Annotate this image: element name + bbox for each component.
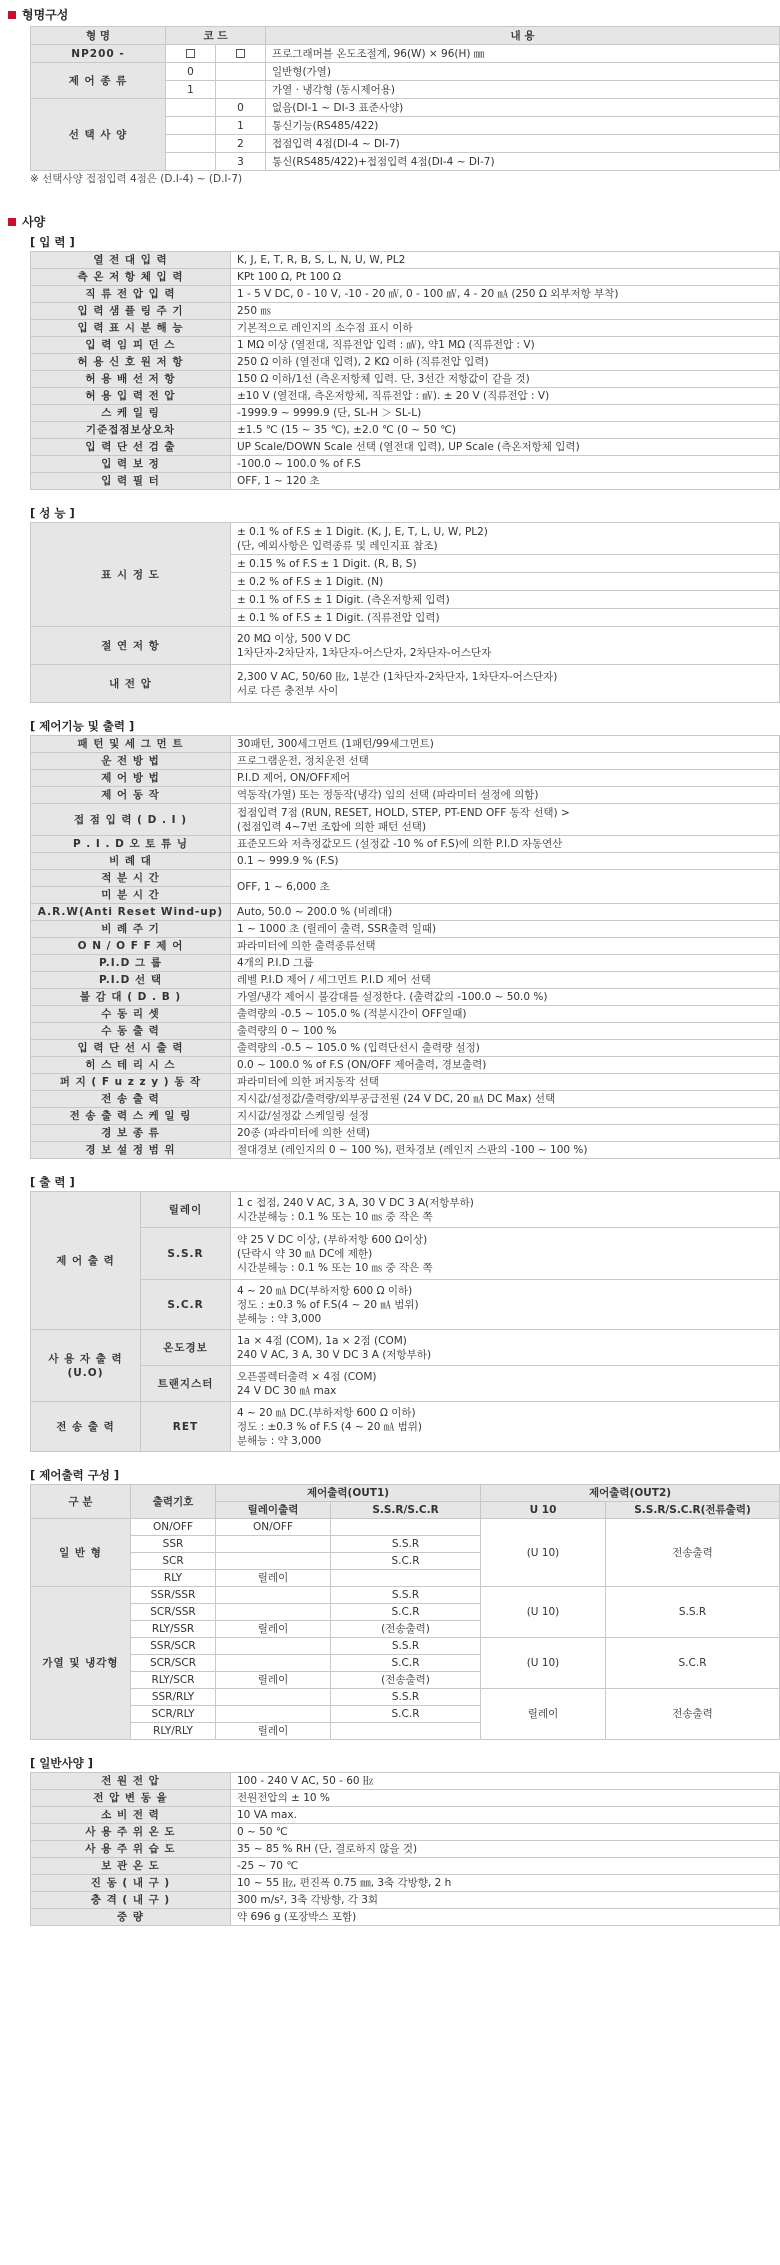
withstand-line: 2,300 V AC, 50/60 ㎐, 1분간 (1차단자-2차단자, 1차단자-어스단자): [237, 670, 558, 683]
spec-value: 출력량의 -0.5 ~ 105.0 % (입력단선시 출력량 설정): [231, 1040, 780, 1057]
spec-label: 경 보 설 정 범 위: [31, 1142, 231, 1159]
spec-value: -100.0 ~ 100.0 % of F.S: [231, 456, 780, 473]
spec-value: 0.1 ~ 999.9 % (F.S): [231, 853, 780, 870]
output-symbol: ON/OFF: [131, 1519, 216, 1536]
header-content: 내 용: [266, 27, 780, 45]
di-line: 접점입력 7점 (RUN, RESET, HOLD, STEP, PT-END OFF 동작 선택) >: [237, 806, 570, 819]
spec-value: -25 ~ 70 ℃: [231, 1858, 780, 1875]
withstand-line: 서로 다른 충전부 사이: [237, 684, 339, 697]
model-name: NP200 -: [31, 45, 166, 63]
out1-ssr-scr: S.C.R: [331, 1553, 481, 1570]
spec-value: 절대경보 (레인지의 0 ~ 100 %), 편차경보 (레인지 스판의 -100 ~ 100 %): [231, 1142, 780, 1159]
spec-label: 입 력 단 선 시 출 력: [31, 1040, 231, 1057]
spec-value: 0 ~ 50 ℃: [231, 1824, 780, 1841]
spec-label: 전 송 출 력 스 케 일 링: [31, 1108, 231, 1125]
out1-ssr-scr: [331, 1519, 481, 1536]
out1-ssr-scr: S.C.R: [331, 1655, 481, 1672]
ctrl-code: 0: [166, 63, 216, 81]
spec-label: 운 전 방 법: [31, 753, 231, 770]
output-symbol: SSR/RLY: [131, 1689, 216, 1706]
ctrl-spec-table: [30, 735, 780, 1159]
header-u10: U 10: [481, 1502, 606, 1519]
transistor-line: 24 V DC 30 ㎃ max: [237, 1384, 337, 1397]
spec-value: Auto, 50.0 ~ 200.0 % (비례대): [231, 904, 780, 921]
accuracy-line: ± 0.2 % of F.S ± 1 Digit. (N): [231, 573, 780, 591]
out2-current: S.S.R: [606, 1587, 780, 1638]
spec-label: 불 감 대 ( D . B ): [31, 989, 231, 1006]
ctrl-desc: 가열 · 냉각형 (동시제어용): [266, 81, 780, 99]
out1-relay: [216, 1604, 331, 1621]
output-spec-table: [30, 1191, 780, 1452]
output-symbol: RLY/RLY: [131, 1723, 216, 1740]
ctrl-desc: 일반형(가열): [266, 63, 780, 81]
subsection-ctrl-title: [ 제어기능 및 출력 ]: [30, 719, 135, 733]
out1-ssr-scr: S.S.R: [331, 1689, 481, 1706]
di-line: (접점입력 4~7번 조합에 의한 패턴 선택): [237, 820, 427, 833]
option-desc: 통신기능(RS485/422): [266, 117, 780, 135]
spec-label: 전 원 전 압: [31, 1773, 231, 1790]
spec-value: 레벨 P.I.D 제어 / 세그먼트 P.I.D 제어 선택: [231, 972, 780, 989]
out1-relay: 릴레이: [216, 1570, 331, 1587]
out2-u10: 릴레이: [481, 1689, 606, 1740]
out1-ssr-scr: (전송출력): [331, 1672, 481, 1689]
relay-line: 시간분해능 : 0.1 % 또는 10 ㎳ 중 작은 쪽: [237, 1210, 433, 1223]
spec-label: 퍼 지 ( F u z z y ) 동 작: [31, 1074, 231, 1091]
spec-value: 1 - 5 V DC, 0 - 10 V, -10 - 20 ㎷, 0 - 100 ㎷, 4 - 20 ㎃ (250 Ω 외부저항 부착): [231, 286, 780, 303]
ssr-line: (단락시 약 30 ㎃ DC에 제한): [237, 1247, 373, 1260]
output-symbol: RLY/SSR: [131, 1621, 216, 1638]
spec-value: 30패턴, 300세그먼트 (1패턴/99세그먼트): [231, 736, 780, 753]
subsection-input-title: [ 입 력 ]: [30, 235, 75, 249]
out1-relay: 릴레이: [216, 1672, 331, 1689]
spec-value: 약 696 g (포장박스 포함): [231, 1909, 780, 1926]
spec-label: 패 턴 및 세 그 먼 트: [31, 736, 231, 753]
group-label: 가열 및 냉각형: [31, 1587, 131, 1740]
spec-value: 0.0 ~ 100.0 % of F.S (ON/OFF 제어출력, 경보출력): [231, 1057, 780, 1074]
out1-relay: 릴레이: [216, 1621, 331, 1638]
out1-relay: [216, 1638, 331, 1655]
scr-line: 4 ~ 20 ㎃ DC(부하저항 600 Ω 이하): [237, 1284, 413, 1297]
ctrl-type-label: 제 어 종 류: [31, 63, 166, 99]
out1-relay: [216, 1587, 331, 1604]
subsection-perf-title: [ 성 능 ]: [30, 506, 75, 520]
subsection-cfg-title: [ 제어출력 구성 ]: [30, 1468, 120, 1482]
spec-label: 진 동 ( 내 구 ): [31, 1875, 231, 1892]
spec-value: -1999.9 ~ 9999.9 (단, SL-H ＞ SL-L): [231, 405, 780, 422]
option-desc: 없음(DI-1 ~ DI-3 표준사양): [266, 99, 780, 117]
out1-relay: [216, 1689, 331, 1706]
group-label: 일 반 형: [31, 1519, 131, 1587]
model-desc: 프로그래머블 온도조절계, 96(W) × 96(H) ㎜: [266, 45, 780, 63]
spec-label: 기준접점보상오차: [31, 422, 231, 439]
spec-label: 사 용 주 위 온 도: [31, 1824, 231, 1841]
temp-alarm-line: 240 V AC, 3 A, 30 V DC 3 A (저항부하): [237, 1348, 432, 1361]
spec-value: OFF, 1 ~ 120 초: [231, 473, 780, 490]
spec-value: 기본적으로 레인지의 소수점 표시 이하: [231, 320, 780, 337]
ssr-label: S.S.R: [141, 1228, 231, 1280]
section-title-spec: [8, 213, 772, 231]
integral-derivative-value: OFF, 1 ~ 6,000 초: [231, 870, 780, 904]
spec-value: ±1.5 ℃ (15 ~ 35 ℃), ±2.0 ℃ (0 ~ 50 ℃): [231, 422, 780, 439]
ret-line: 4 ~ 20 ㎃ DC.(부하저항 600 Ω 이하): [237, 1406, 416, 1419]
spec-value: 출력량의 -0.5 ~ 105.0 % (적분시간이 OFF일때): [231, 1006, 780, 1023]
spec-label: 전 압 변 동 율: [31, 1790, 231, 1807]
output-symbol: SCR: [131, 1553, 216, 1570]
di-label: 접 점 입 력 ( D . I ): [31, 804, 231, 836]
spec-value: UP Scale/DOWN Scale 선택 (열전대 입력), UP Scale (측온저항체 입력): [231, 439, 780, 456]
ssr-line: 시간분해능 : 0.1 % 또는 10 ㎳ 중 작은 쪽: [237, 1261, 433, 1274]
spec-label: P.I.D 그 룹: [31, 955, 231, 972]
output-symbol: SCR/SSR: [131, 1604, 216, 1621]
transmission-output-label: 전 송 출 력: [31, 1402, 141, 1452]
user-output-label-line: 사 용 자 출 력: [48, 1352, 123, 1365]
insulation-line: 1차단자-2차단자, 1차단자-어스단자, 2차단자-어스단자: [237, 646, 492, 659]
ret-label: RET: [141, 1402, 231, 1452]
out2-u10: (U 10): [481, 1587, 606, 1638]
spec-label: A.R.W(Anti Reset Wind-up): [31, 904, 231, 921]
accuracy-line: ± 0.15 % of F.S ± 1 Digit. (R, B, S): [231, 555, 780, 573]
option-code: 3: [216, 153, 266, 171]
spec-value: 150 Ω 이하/1선 (측온저항체 입력. 단, 3선간 저항값이 같을 것): [231, 371, 780, 388]
spec-label: P.I.D 선 택: [31, 972, 231, 989]
header-division: 구 분: [31, 1485, 131, 1519]
option-code: 2: [216, 135, 266, 153]
header-model: 형 명: [31, 27, 166, 45]
out1-ssr-scr: S.C.R: [331, 1706, 481, 1723]
code-box-icon: [236, 49, 245, 58]
output-symbol: SCR/SCR: [131, 1655, 216, 1672]
spec-value: K, J, E, T, R, B, S, L, N, U, W, PL2: [231, 252, 780, 269]
header-ssr-scr: S.S.R/S.C.R: [331, 1502, 481, 1519]
spec-value: 1 MΩ 이상 (열전대, 직류전압 입력 : ㎷), 약1 MΩ (직류전압 : V): [231, 337, 780, 354]
accuracy-line: ± 0.1 % of F.S ± 1 Digit. (K, J, E, T, L, U, W, PL2): [237, 525, 488, 538]
transistor-label: 트랜지스터: [141, 1366, 231, 1402]
subsection-output-title: [ 출 력 ]: [30, 1175, 75, 1189]
spec-label: O N / O F F 제 어: [31, 938, 231, 955]
out1-ssr-scr: [331, 1723, 481, 1740]
out2-u10: (U 10): [481, 1519, 606, 1587]
code-box-1: [166, 45, 216, 63]
spec-value: ±10 V (열전대, 측온저항체, 직류전압 : ㎷). ± 20 V (직류전압 : V): [231, 388, 780, 405]
transistor-line: 오픈콜렉터출력 × 4점 (COM): [237, 1370, 377, 1383]
output-symbol: SSR: [131, 1536, 216, 1553]
header-code: 코 드: [166, 27, 266, 45]
spec-label: P . I . D 오 토 튜 닝: [31, 836, 231, 853]
accuracy-line: ± 0.1 % of F.S ± 1 Digit. (직류전압 입력): [231, 609, 780, 627]
spec-value: 가열/냉각 제어시 불감대를 설정한다. (출력값의 -100.0 ~ 50.0 %): [231, 989, 780, 1006]
section-title-text: 형명구성: [22, 8, 69, 22]
output-config-table: [30, 1484, 780, 1740]
accuracy-label: 표 시 정 도: [31, 523, 231, 627]
spec-value: 20종 (파라미터에 의한 선택): [231, 1125, 780, 1142]
spec-value: 10 ~ 55 ㎐, 편진폭 0.75 ㎜, 3축 각방향, 2 h: [231, 1875, 780, 1892]
scr-line: 분해능 : 약 3,000: [237, 1312, 322, 1325]
spec-label: 전 송 출 력: [31, 1091, 231, 1108]
spec-label: 허 용 입 력 전 압: [31, 388, 231, 405]
output-symbol: SCR/RLY: [131, 1706, 216, 1723]
ctrl-output-label: 제 어 출 력: [31, 1192, 141, 1330]
out1-relay: 릴레이: [216, 1723, 331, 1740]
user-output-label: [31, 1330, 141, 1402]
option-note: ※ 선택사양 접점입력 4점은 (D.I-4) ~ (D.I-7): [30, 173, 243, 185]
out1-ssr-scr: S.S.R: [331, 1638, 481, 1655]
spec-label: 입 력 보 정: [31, 456, 231, 473]
out1-ssr-scr: S.S.R: [331, 1536, 481, 1553]
header-out1: 제어출력(OUT1): [216, 1485, 481, 1502]
spec-value: 100 - 240 V AC, 50 - 60 ㎐: [231, 1773, 780, 1790]
output-symbol: SSR/SSR: [131, 1587, 216, 1604]
scr-line: 정도 : ±0.3 % of F.S(4 ~ 20 ㎃ 범위): [237, 1298, 419, 1311]
relay-line: 1 c 접점, 240 V AC, 3 A, 30 V DC 3 A(저항부하): [237, 1196, 474, 1209]
spec-value: 프로그램운전, 정치운전 선택: [231, 753, 780, 770]
spec-label: 중 량: [31, 1909, 231, 1926]
insulation-label: 절 연 저 항: [31, 627, 231, 665]
option-code: 1: [216, 117, 266, 135]
spec-value: 10 VA max.: [231, 1807, 780, 1824]
ret-line: 정도 : ±0.3 % of F.S (4 ~ 20 ㎃ 범위): [237, 1420, 422, 1433]
header-ssr-scr-current: S.S.R/S.C.R(전류출력): [606, 1502, 780, 1519]
spec-value: 지시값/설정값/출력량/외부공급전원 (24 V DC, 20 ㎃ DC Max) 선택: [231, 1091, 780, 1108]
user-output-label-line: (U.O): [67, 1366, 104, 1379]
output-symbol: SSR/SCR: [131, 1638, 216, 1655]
spec-value: KPt 100 Ω, Pt 100 Ω: [231, 269, 780, 286]
spec-label: 입 력 단 선 검 출: [31, 439, 231, 456]
derivative-label: 미 분 시 간: [31, 887, 231, 904]
spec-value: 전원전압의 ± 10 %: [231, 1790, 780, 1807]
out2-current: 전송출력: [606, 1689, 780, 1740]
ret-line: 분해능 : 약 3,000: [237, 1434, 322, 1447]
spec-value: 250 ㎳: [231, 303, 780, 320]
insulation-line: 20 MΩ 이상, 500 V DC: [237, 632, 351, 645]
relay-label: 릴레이: [141, 1192, 231, 1228]
spec-value: 지시값/설정값 스케일링 설정: [231, 1108, 780, 1125]
spec-label: 입 력 필 터: [31, 473, 231, 490]
section-title-model: [8, 6, 772, 24]
model-code-table: [30, 26, 780, 171]
spec-value: P.I.D 제어, ON/OFF제어: [231, 770, 780, 787]
spec-label: 허 용 배 선 저 항: [31, 371, 231, 388]
header-symbol: 출력기호: [131, 1485, 216, 1519]
out1-relay: [216, 1536, 331, 1553]
out1-ssr-scr: S.C.R: [331, 1604, 481, 1621]
withstand-label: 내 전 압: [31, 665, 231, 703]
ssr-line: 약 25 V DC 이상, (부하저항 600 Ω이상): [237, 1233, 428, 1246]
out2-u10: (U 10): [481, 1638, 606, 1689]
input-spec-table: [30, 251, 780, 490]
spec-value: 250 Ω 이하 (열전대 입력), 2 KΩ 이하 (직류전압 입력): [231, 354, 780, 371]
spec-value: 출력량의 0 ~ 100 %: [231, 1023, 780, 1040]
subsection-general-title: [ 일반사양 ]: [30, 1756, 93, 1770]
spec-label: 입 력 임 피 던 스: [31, 337, 231, 354]
spec-value: 표준모드와 저측정값모드 (설정값 -10 % of F.S)에 의한 P.I.D 자동연산: [231, 836, 780, 853]
code-box-icon: [186, 49, 195, 58]
option-desc: 통신(RS485/422)+접점입력 4점(DI-4 ~ DI-7): [266, 153, 780, 171]
spec-label: 허 용 신 호 원 저 항: [31, 354, 231, 371]
spec-label: 수 동 리 셋: [31, 1006, 231, 1023]
spec-label: 입 력 샘 플 링 주 기: [31, 303, 231, 320]
spec-value: 파라미터에 의한 출력종류선택: [231, 938, 780, 955]
spec-label: 비 례 대: [31, 853, 231, 870]
out1-relay: ON/OFF: [216, 1519, 331, 1536]
section-title-text: 사양: [22, 215, 46, 229]
spec-label: 비 례 주 기: [31, 921, 231, 938]
spec-label: 직 류 전 압 입 력: [31, 286, 231, 303]
out2-current: 전송출력: [606, 1519, 780, 1587]
ctrl-code: 1: [166, 81, 216, 99]
option-desc: 접점입력 4점(DI-4 ~ DI-7): [266, 135, 780, 153]
spec-label: 충 격 ( 내 구 ): [31, 1892, 231, 1909]
out1-relay: [216, 1655, 331, 1672]
out1-ssr-scr: [331, 1570, 481, 1587]
general-spec-table: [30, 1772, 780, 1926]
option-label: 선 택 사 양: [31, 99, 166, 171]
header-out2: 제어출력(OUT2): [481, 1485, 780, 1502]
code-box-2: [216, 45, 266, 63]
spec-value: 1 ~ 1000 초 (릴레이 출력, SSR출력 일때): [231, 921, 780, 938]
out1-relay: [216, 1553, 331, 1570]
out1-ssr-scr: (전송출력): [331, 1621, 481, 1638]
out1-relay: [216, 1706, 331, 1723]
spec-label: 수 동 출 력: [31, 1023, 231, 1040]
spec-label: 열 전 대 입 력: [31, 252, 231, 269]
spec-label: 소 비 전 력: [31, 1807, 231, 1824]
spec-value: 파라미터에 의한 퍼지동작 선택: [231, 1074, 780, 1091]
spec-value: 300 m/s², 3축 각방향, 각 3회: [231, 1892, 780, 1909]
spec-value: 4개의 P.I.D 그룹: [231, 955, 780, 972]
accuracy-line: ± 0.1 % of F.S ± 1 Digit. (측온저항체 입력): [231, 591, 780, 609]
spec-label: 제 어 동 작: [31, 787, 231, 804]
spec-value: 역동작(가열) 또는 정동작(냉각) 임의 선택 (파라미터 설정에 의함): [231, 787, 780, 804]
out1-ssr-scr: S.S.R: [331, 1587, 481, 1604]
spec-label: 스 케 일 링: [31, 405, 231, 422]
out2-current: S.C.R: [606, 1638, 780, 1689]
spec-label: 측 온 저 항 체 입 력: [31, 269, 231, 286]
section-marker-icon: [8, 11, 16, 19]
option-code: 0: [216, 99, 266, 117]
spec-label: 보 관 온 도: [31, 1858, 231, 1875]
spec-value: 35 ~ 85 % RH (단, 결로하지 않을 것): [231, 1841, 780, 1858]
section-marker-icon: [8, 218, 16, 226]
spec-label: 입 력 표 시 분 해 능: [31, 320, 231, 337]
output-symbol: RLY: [131, 1570, 216, 1587]
spec-label: 경 보 종 류: [31, 1125, 231, 1142]
integral-label: 적 분 시 간: [31, 870, 231, 887]
header-relay: 릴레이출력: [216, 1502, 331, 1519]
perf-spec-table: [30, 522, 780, 703]
accuracy-line: (단, 예외사항은 입력종류 및 레인지표 참조): [237, 539, 438, 552]
spec-label: 히 스 테 리 시 스: [31, 1057, 231, 1074]
output-symbol: RLY/SCR: [131, 1672, 216, 1689]
spec-label: 사 용 주 위 습 도: [31, 1841, 231, 1858]
temp-alarm-label: 온도경보: [141, 1330, 231, 1366]
temp-alarm-line: 1a × 4점 (COM), 1a × 2점 (COM): [237, 1334, 407, 1347]
scr-label: S.C.R: [141, 1280, 231, 1330]
spec-label: 제 어 방 법: [31, 770, 231, 787]
